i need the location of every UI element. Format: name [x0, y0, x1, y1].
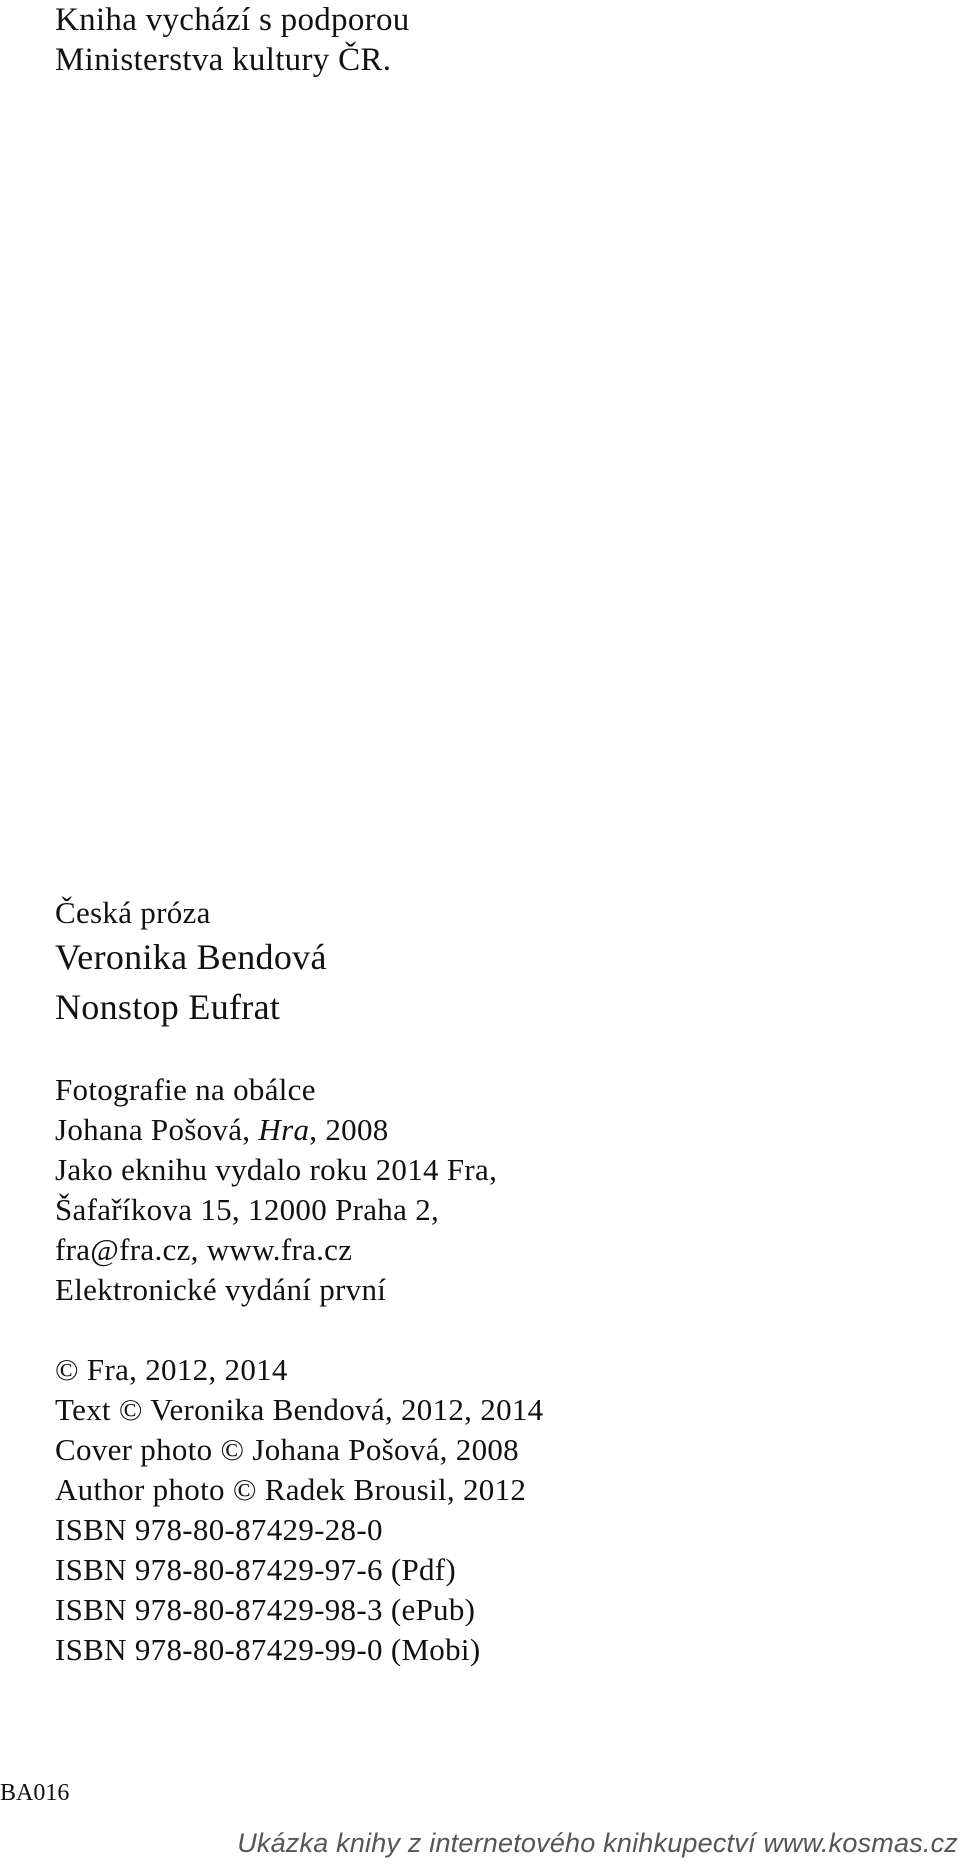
copyright-line: Author photo © Radek Brousil, 2012: [55, 1472, 527, 1507]
cover-work: Hra: [258, 1112, 310, 1147]
edition-note: Elektronické vydání první: [55, 1272, 387, 1307]
support-line-1: Kniha vychází s podporou: [55, 2, 410, 38]
isbn-line: ISBN 978-80-87429-97-6 (Pdf): [55, 1552, 457, 1587]
support-line-2: Ministerstva kultury ČR.: [55, 42, 392, 78]
copyright-line: © Fra, 2012, 2014: [55, 1352, 288, 1387]
book-title: Nonstop Eufrat: [55, 987, 281, 1027]
cover-year: , 2008: [309, 1112, 389, 1147]
publisher-line: Jako eknihu vydalo roku 2014 Fra,: [55, 1152, 498, 1187]
kosmas-watermark: Ukázka knihy z internetového knihkupectví www.kosmas.cz: [237, 1828, 958, 1858]
series-name: Česká próza: [55, 895, 211, 930]
isbn-line: ISBN 978-80-87429-98-3 (ePub): [55, 1592, 476, 1627]
copyright-line: Cover photo © Johana Pošová, 2008: [55, 1432, 519, 1467]
copyright-line: Text © Veronika Bendová, 2012, 2014: [55, 1392, 544, 1427]
book-code: BA016: [0, 1780, 70, 1806]
publisher-contact: fra@fra.cz, www.fra.cz: [55, 1232, 353, 1267]
cover-artist: Johana Pošová,: [55, 1112, 259, 1147]
isbn-line: ISBN 978-80-87429-99-0 (Mobi): [55, 1632, 481, 1667]
isbn-line: ISBN 978-80-87429-28-0: [55, 1512, 383, 1547]
author-name: Veronika Bendová: [55, 937, 327, 977]
publisher-address: Šafaříkova 15, 12000 Praha 2,: [55, 1192, 440, 1227]
cover-credit: [55, 1110, 389, 1150]
cover-label: Fotografie na obálce: [55, 1072, 316, 1107]
